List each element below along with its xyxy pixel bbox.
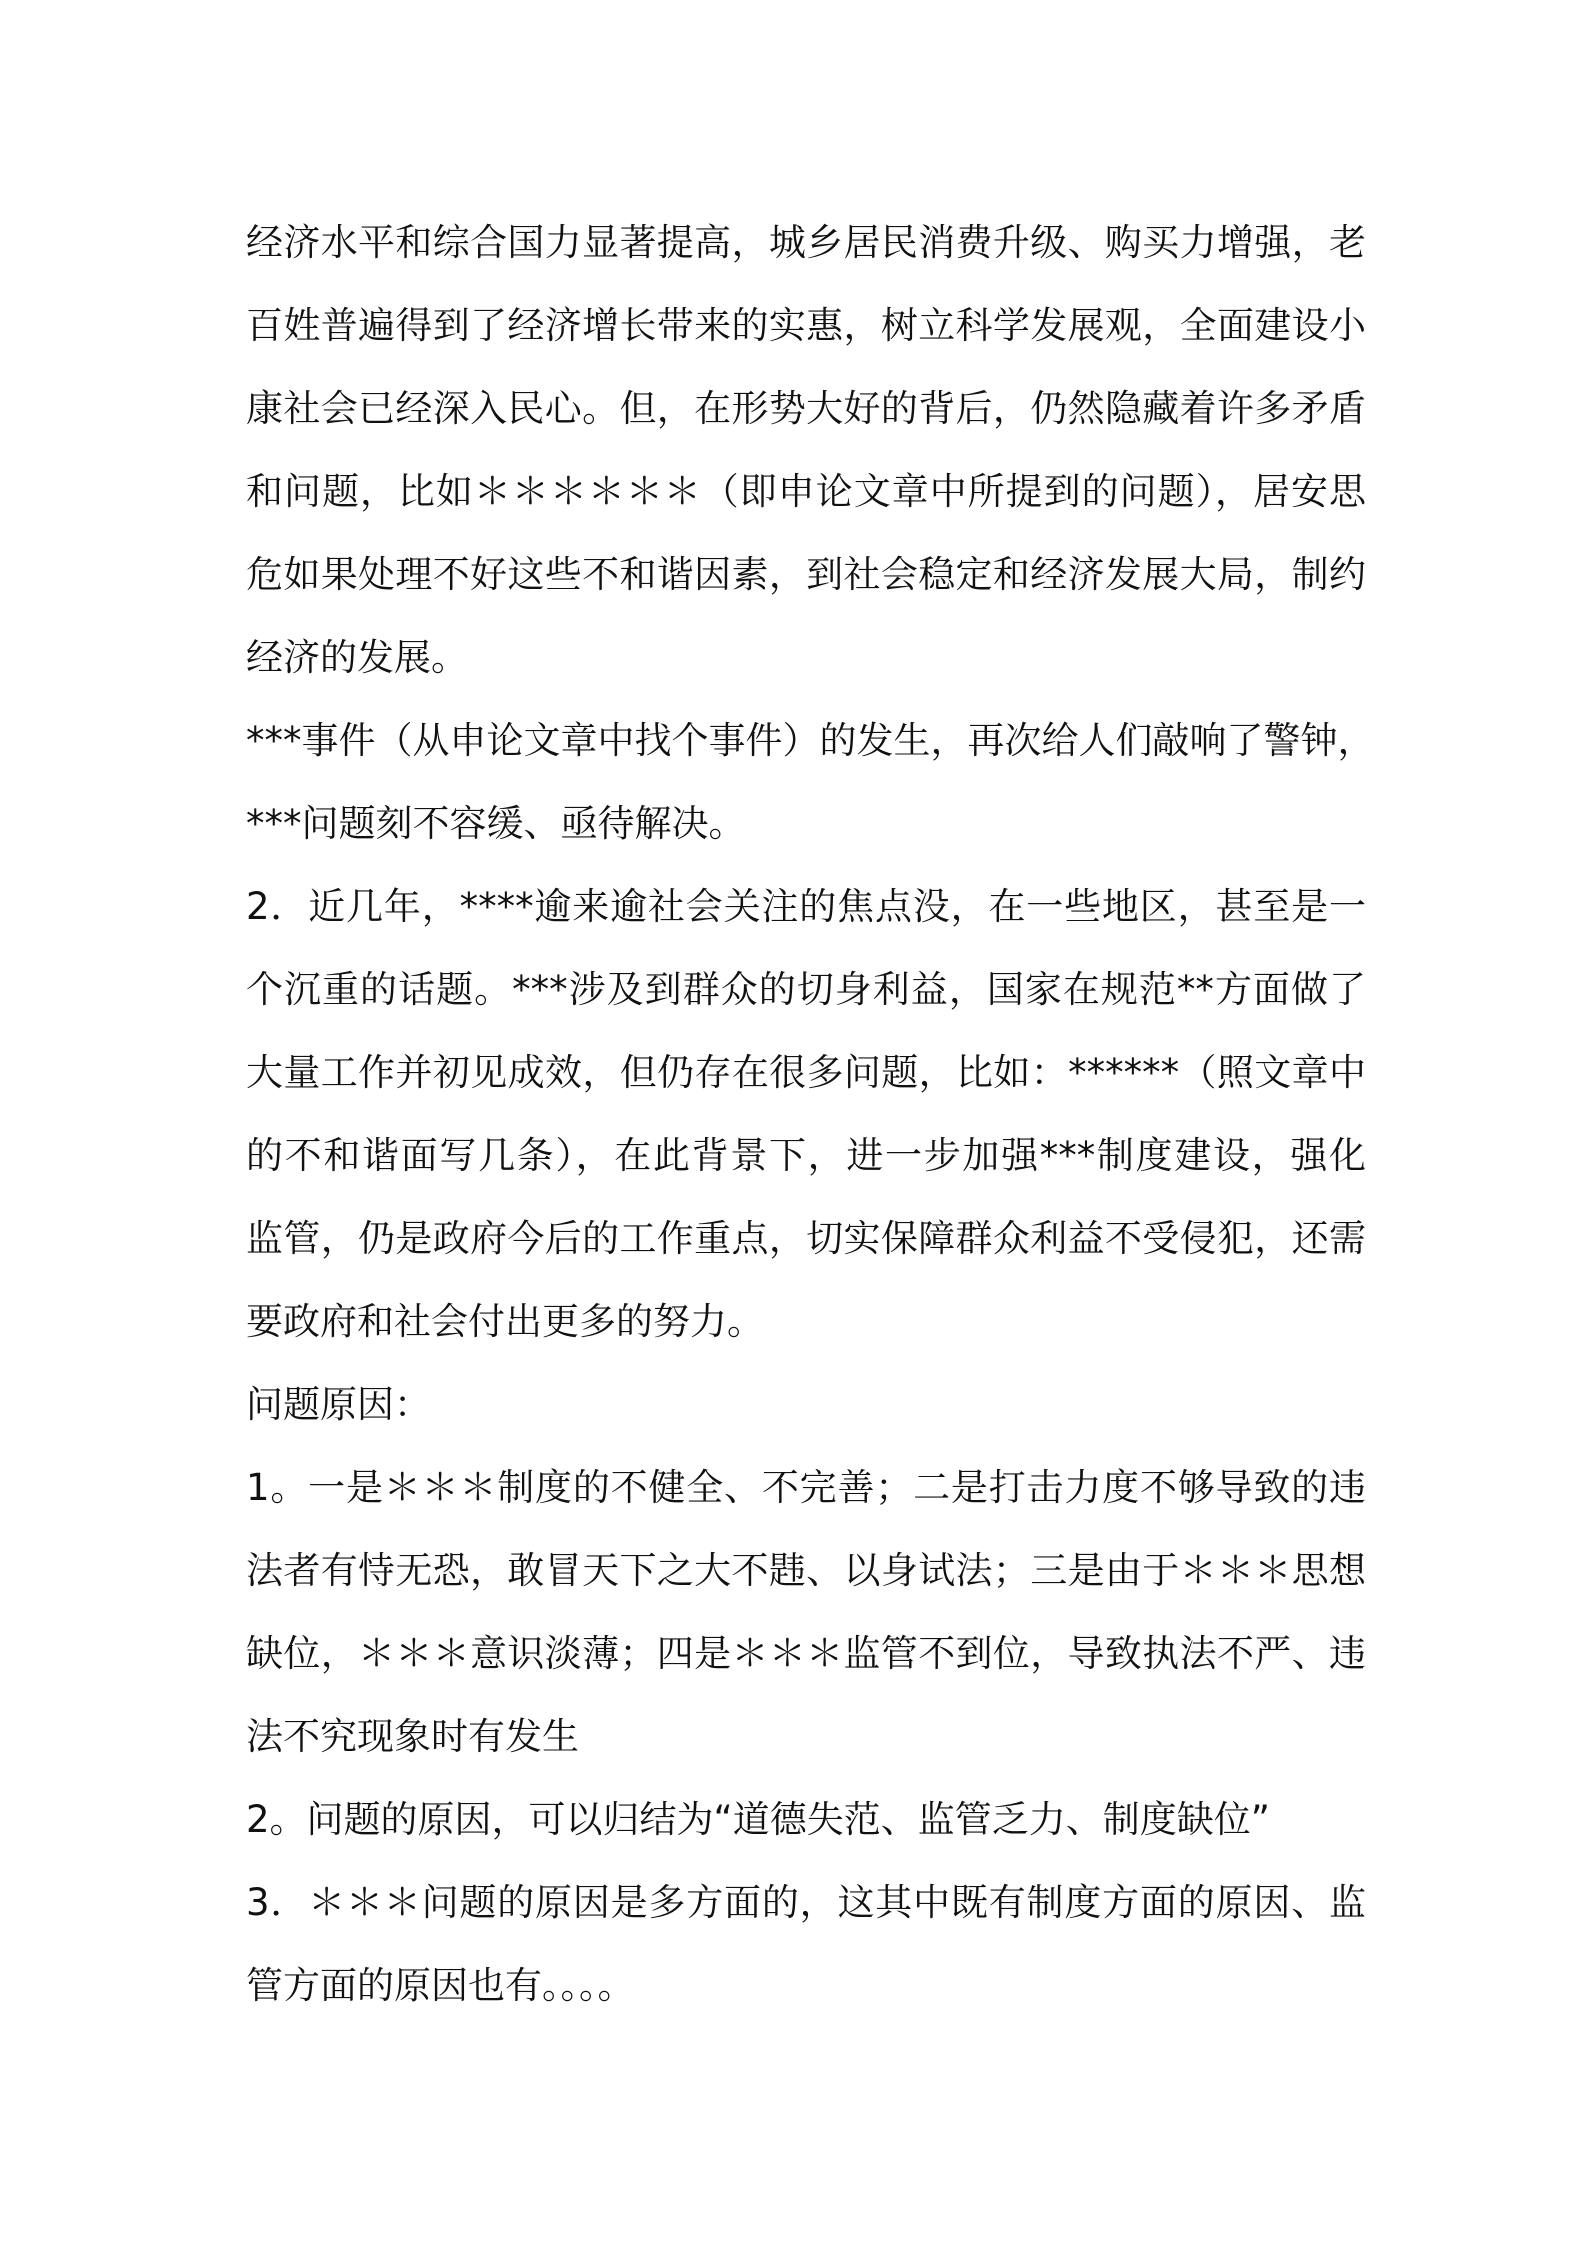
text-line: 经济的发展。 <box>246 636 468 679</box>
text-line: 大量工作并初见成效，但仍存在很多问题，比如：******（照文章中 <box>246 1051 1366 1094</box>
text-line: 法不究现象时有发生 <box>246 1715 579 1758</box>
text-line: 要政府和社会付出更多的努力。 <box>246 1300 764 1343</box>
section-heading: 问题原因： <box>246 1383 431 1426</box>
text-line: 1。一是＊＊＊制度的不健全、不完善；二是打击力度不够导致的违 <box>246 1466 1366 1509</box>
document-body <box>246 201 1375 2027</box>
text-line: 个沉重的话题。***涉及到群众的切身利益，国家在规范**方面做了 <box>246 968 1366 1011</box>
text-line: 管方面的原因也有。。。。 <box>246 1964 635 2007</box>
text-line: ***问题刻不容缓、亟待解决。 <box>246 802 746 845</box>
text-line: 缺位，＊＊＊意识淡薄；四是＊＊＊监管不到位，导致执法不严、违 <box>246 1632 1366 1675</box>
text-line: 监管，仍是政府今后的工作重点，切实保障群众利益不受侵犯，还需 <box>246 1217 1366 1260</box>
text-line: 康社会已经深入民心。但，在形势大好的背后，仍然隐藏着许多矛盾 <box>246 387 1366 430</box>
text-line: 危如果处理不好这些不和谐因素，到社会稳定和经济发展大局，制约 <box>246 553 1366 596</box>
text-line: 和问题，比如＊＊＊＊＊＊（即申论文章中所提到的问题），居安思 <box>246 470 1366 513</box>
text-line: 的不和谐面写几条），在此背景下，进一步加强***制度建设，强化 <box>246 1134 1366 1177</box>
text-line: 百姓普遍得到了经济增长带来的实惠，树立科学发展观，全面建设小 <box>246 304 1366 347</box>
text-line: 3．＊＊＊问题的原因是多方面的，这其中既有制度方面的原因、监 <box>246 1881 1366 1924</box>
text-line: 法者有恃无恐，敢冒天下之大不韪、以身试法；三是由于＊＊＊思想 <box>246 1549 1366 1592</box>
text-line: ***事件（从申论文章中找个事件）的发生，再次给人们敲响了警钟， <box>246 719 1375 762</box>
text-line: 2。问题的原因，可以归结为“道德失范、监管乏力、制度缺位” <box>246 1798 1270 1841</box>
text-line: 经济水平和综合国力显著提高，城乡居民消费升级、购买力增强，老 <box>246 221 1366 264</box>
text-line: 2．近几年，****逾来逾社会关注的焦点没，在一些地区，甚至是一 <box>246 885 1366 928</box>
